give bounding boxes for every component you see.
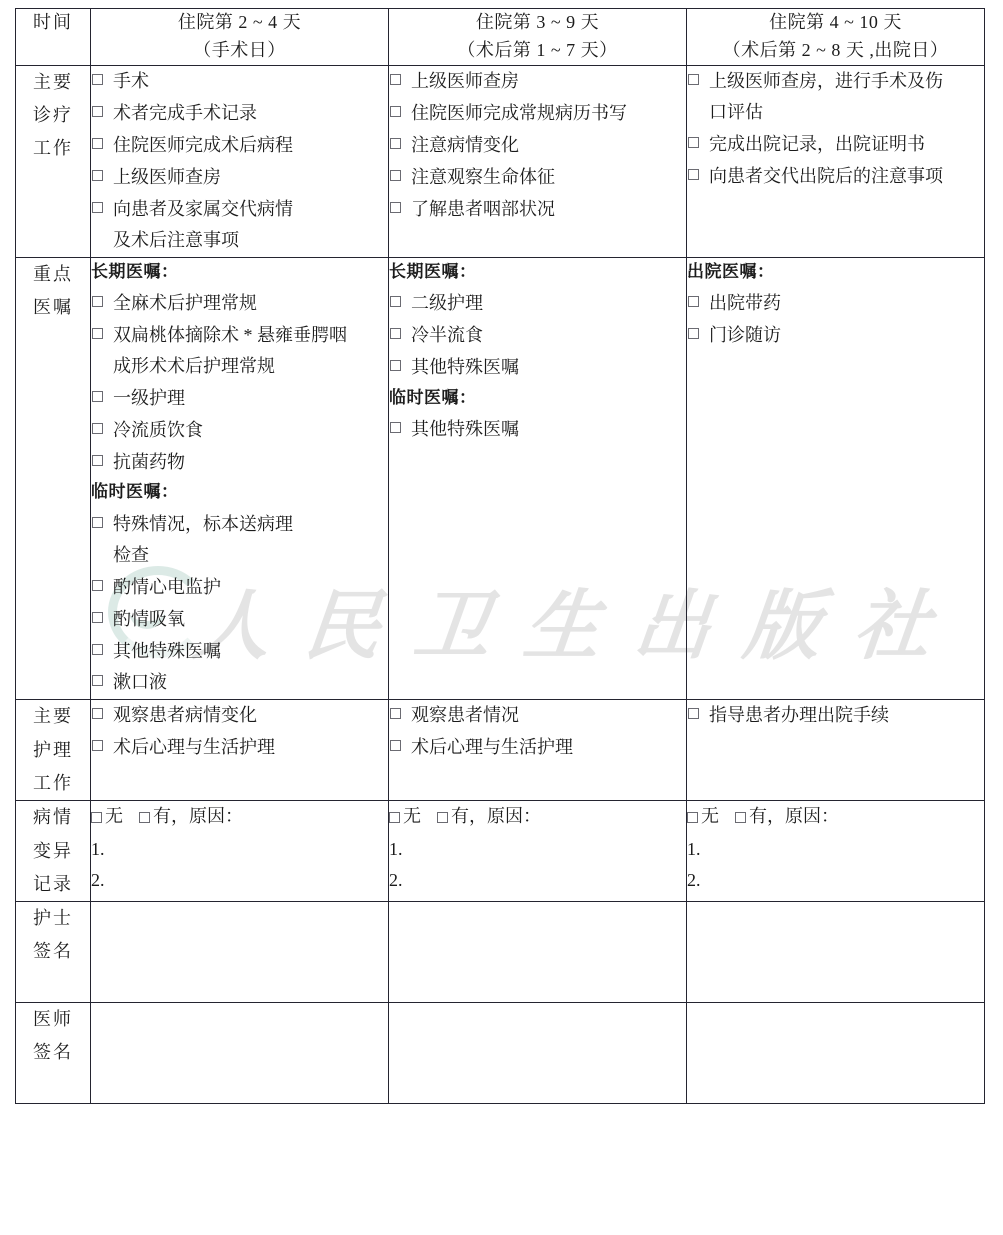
checklist-item[interactable] (91, 732, 388, 763)
checklist-item[interactable] (91, 288, 388, 319)
checklist-item[interactable] (91, 66, 388, 97)
checklist-item-text: 术后心理与生活护理 (411, 737, 573, 758)
variance-yes-label: 有，原因： (153, 806, 243, 827)
checklist-item[interactable] (389, 288, 686, 319)
checklist-item[interactable] (91, 700, 388, 731)
cell-r0-c1 (389, 65, 687, 257)
variance-none-checkbox[interactable] (91, 812, 102, 823)
header-row (16, 9, 985, 66)
checklist-item[interactable] (91, 572, 388, 603)
checklist-item-text: 完成出院记录，出院证明书 (709, 133, 925, 154)
row-label-2 (16, 700, 91, 801)
table-body (16, 65, 985, 1103)
row-label-variance (16, 801, 91, 902)
row-label-0 (16, 65, 91, 257)
order-group-title: 长期医嘱： (389, 261, 477, 282)
checklist-item-text: 冷半流食 (411, 324, 483, 345)
variance-reason-line[interactable]: 1. (687, 839, 701, 860)
checklist-item-text: 观察患者情况 (411, 705, 519, 726)
signature-field-r0-c0[interactable] (91, 902, 389, 1003)
checklist-item-text: 口评估 (709, 101, 763, 122)
order-group-title: 临时医嘱： (91, 482, 179, 503)
checklist-item-text: 二级护理 (411, 292, 483, 313)
variance-reason-line[interactable]: 1. (389, 839, 403, 860)
checklist-item-text: 门诊随访 (709, 324, 781, 345)
checklist-item-text: 及术后注意事项 (113, 229, 239, 250)
checklist-item[interactable] (91, 98, 388, 129)
variance-cell-c2 (687, 801, 985, 902)
row-label-line: 医嘱 (33, 296, 73, 317)
checklist (91, 509, 388, 699)
variance-reason-line[interactable]: 2. (687, 870, 701, 891)
variance-reason-line[interactable]: 2. (389, 870, 403, 891)
cell-r0-c2 (687, 65, 985, 257)
signature-field-r1-c1[interactable] (389, 1003, 687, 1104)
checklist-item-text: 术后心理与生活护理 (113, 737, 275, 758)
checklist-item[interactable] (389, 414, 686, 445)
checklist-item[interactable] (91, 509, 388, 571)
row-label-line: 护理 (33, 739, 73, 760)
checklist-item-text: 住院医师完成术后病程 (113, 134, 293, 155)
cell-r2-c1 (389, 700, 687, 801)
checklist-item-text: 全麻术后护理常规 (113, 292, 257, 313)
row-label-line: 诊疗 (33, 105, 73, 126)
cell-r1-c1 (389, 257, 687, 700)
variance-options (91, 801, 388, 832)
header-col-3-line1: 住院第 4 ~ 10 天 (769, 12, 902, 32)
header-col-day-4-10 (687, 9, 985, 66)
checklist (389, 288, 686, 383)
checklist-item[interactable] (91, 604, 388, 635)
checklist-item-text: 住院医师完成常规病历书写 (411, 102, 627, 123)
checklist-item[interactable] (389, 194, 686, 225)
checklist-item-text: 一级护理 (113, 387, 185, 408)
checklist (91, 288, 388, 478)
variance-none-checkbox[interactable] (389, 812, 400, 823)
checklist-item[interactable] (91, 162, 388, 193)
checklist-item-text: 检查 (113, 544, 149, 565)
row-label-line: 护士 (33, 908, 73, 929)
row-label-signature-1 (16, 1003, 91, 1104)
checklist (389, 66, 686, 225)
checklist-item-text: 上级医师查房 (113, 166, 221, 187)
checklist (389, 700, 686, 763)
header-col-day-2-4 (91, 9, 389, 66)
checklist-item-text: 注意观察生命体征 (411, 166, 555, 187)
signature-field-r0-c1[interactable] (389, 902, 687, 1003)
variance-none-label: 无 (403, 806, 421, 827)
checklist-item[interactable] (389, 700, 686, 731)
row-label-line: 医师 (33, 1009, 73, 1030)
checklist-item-text: 观察患者病情变化 (113, 705, 257, 726)
header-time-label: 时间 (16, 9, 91, 66)
checklist-item[interactable] (389, 162, 686, 193)
checklist (389, 414, 686, 445)
row-label-line: 主要 (33, 71, 73, 92)
checklist-item[interactable] (91, 383, 388, 414)
header-col-day-3-9 (389, 9, 687, 66)
row-label-line: 记录 (33, 873, 73, 894)
variance-options (389, 801, 686, 832)
checklist-item-text: 特殊情况，标本送病理 (113, 513, 293, 534)
checklist-item[interactable] (389, 98, 686, 129)
checklist-item[interactable] (91, 130, 388, 161)
row-label-line: 主要 (33, 706, 73, 727)
checklist (687, 288, 984, 351)
row-label-signature-0 (16, 902, 91, 1003)
checklist-item-text: 出院带药 (709, 292, 781, 313)
checklist (687, 700, 984, 731)
variance-yes-label: 有，原因： (451, 806, 541, 827)
checklist-item-text: 冷流质饮食 (113, 419, 203, 440)
header-col-3-line2: （术后第 2 ~ 8 天 ,出院日） (722, 39, 949, 60)
table-row (16, 257, 985, 700)
checklist-item-text: 指导患者办理出院手续 (709, 705, 889, 726)
signature-row-0 (16, 902, 985, 1003)
checklist-item[interactable] (91, 194, 388, 256)
checklist-item-text: 了解患者咽部状况 (411, 198, 555, 219)
signature-field-r1-c2[interactable] (687, 1003, 985, 1104)
checklist-item-text: 上级医师查房，进行手术及伤 (709, 70, 943, 91)
cell-r2-c0 (91, 700, 389, 801)
checklist-item[interactable] (91, 447, 388, 478)
checklist-item[interactable] (91, 636, 388, 667)
variance-none-checkbox[interactable] (687, 812, 698, 823)
checklist-item[interactable] (91, 320, 388, 382)
signature-field-r0-c2[interactable] (687, 902, 985, 1003)
order-group-title: 临时医嘱： (389, 387, 477, 408)
variance-yes-checkbox[interactable] (437, 812, 448, 823)
variance-none-label: 无 (701, 806, 719, 827)
clinical-pathway-table (15, 8, 985, 1104)
checklist-item-text: 术者完成手术记录 (113, 102, 257, 123)
variance-cell-c1 (389, 801, 687, 902)
clinical-pathway-table-container (15, 8, 985, 1104)
table-row (16, 65, 985, 257)
header-col-2-line2: （术后第 1 ~ 7 天） (457, 39, 618, 60)
checklist-item-text: 双扁桃体摘除术 * 悬雍垂腭咽 (113, 324, 347, 345)
variance-cell-c0 (91, 801, 389, 902)
variance-yes-checkbox[interactable] (735, 812, 746, 823)
row-label-line: 签名 (33, 941, 73, 962)
checklist-item[interactable] (389, 352, 686, 383)
checklist-item-text: 注意病情变化 (411, 134, 519, 155)
cell-r0-c0 (91, 65, 389, 257)
checklist-item[interactable] (687, 129, 984, 160)
checklist-item-text: 抗菌药物 (113, 451, 185, 472)
variance-reason-line[interactable]: 2. (91, 870, 105, 891)
order-group-title: 出院医嘱： (687, 261, 775, 282)
checklist-item[interactable] (687, 700, 984, 731)
checklist-item-text: 酌情吸氧 (113, 608, 185, 629)
variance-record-row (16, 801, 985, 902)
checklist-item-text: 其他特殊医嘱 (113, 640, 221, 661)
checklist-item[interactable] (687, 66, 984, 128)
header-col-1-line1: 住院第 2 ~ 4 天 (177, 12, 302, 32)
checklist-item[interactable] (91, 667, 388, 698)
variance-none-label: 无 (105, 806, 123, 827)
checklist (91, 700, 388, 763)
checklist-item-text: 酌情心电监护 (113, 576, 221, 597)
cell-r2-c2 (687, 700, 985, 801)
checklist (91, 66, 388, 256)
watermark-text: 人民卫生出版社 (189, 581, 970, 670)
cell-r1-c2 (687, 257, 985, 700)
cell-r1-c0 (91, 257, 389, 700)
variance-options (687, 801, 984, 832)
checklist-item[interactable] (687, 288, 984, 319)
table-row (16, 700, 985, 801)
checklist-item[interactable] (389, 320, 686, 351)
order-group-title: 长期医嘱： (91, 261, 179, 282)
signature-row-1 (16, 1003, 985, 1104)
checklist-item[interactable] (389, 66, 686, 97)
checklist-item-text: 向患者及家属交代病情 (113, 198, 293, 219)
row-label-1 (16, 257, 91, 700)
checklist-item-text: 其他特殊医嘱 (411, 418, 519, 439)
checklist-item[interactable] (91, 415, 388, 446)
signature-field-r1-c0[interactable] (91, 1003, 389, 1104)
row-label-line: 工作 (33, 138, 73, 159)
table-header (16, 9, 985, 66)
checklist-item-text: 手术 (113, 70, 149, 91)
header-col-2-line1: 住院第 3 ~ 9 天 (475, 12, 600, 32)
row-label-line: 签名 (33, 1042, 73, 1063)
row-label-line: 工作 (33, 773, 73, 793)
variance-yes-label: 有，原因： (749, 806, 839, 827)
checklist-item-text: 向患者交代出院后的注意事项 (709, 165, 943, 186)
row-label-line: 变异 (33, 840, 73, 861)
row-label-line: 重点 (33, 263, 73, 284)
row-label-line: 病情 (33, 807, 73, 828)
header-col-1-line2: （手术日） (193, 39, 286, 60)
checklist-item-text: 漱口液 (113, 672, 167, 693)
checklist-item[interactable] (389, 732, 686, 763)
variance-reason-line[interactable]: 1. (91, 839, 105, 860)
checklist (687, 66, 984, 192)
checklist-item[interactable] (687, 161, 984, 192)
checklist-item[interactable] (389, 130, 686, 161)
checklist-item-text: 成形术术后护理常规 (113, 355, 275, 376)
variance-yes-checkbox[interactable] (139, 812, 150, 823)
checklist-item-text: 上级医师查房 (411, 70, 519, 91)
checklist-item[interactable] (687, 320, 984, 351)
checklist-item-text: 其他特殊医嘱 (411, 356, 519, 377)
